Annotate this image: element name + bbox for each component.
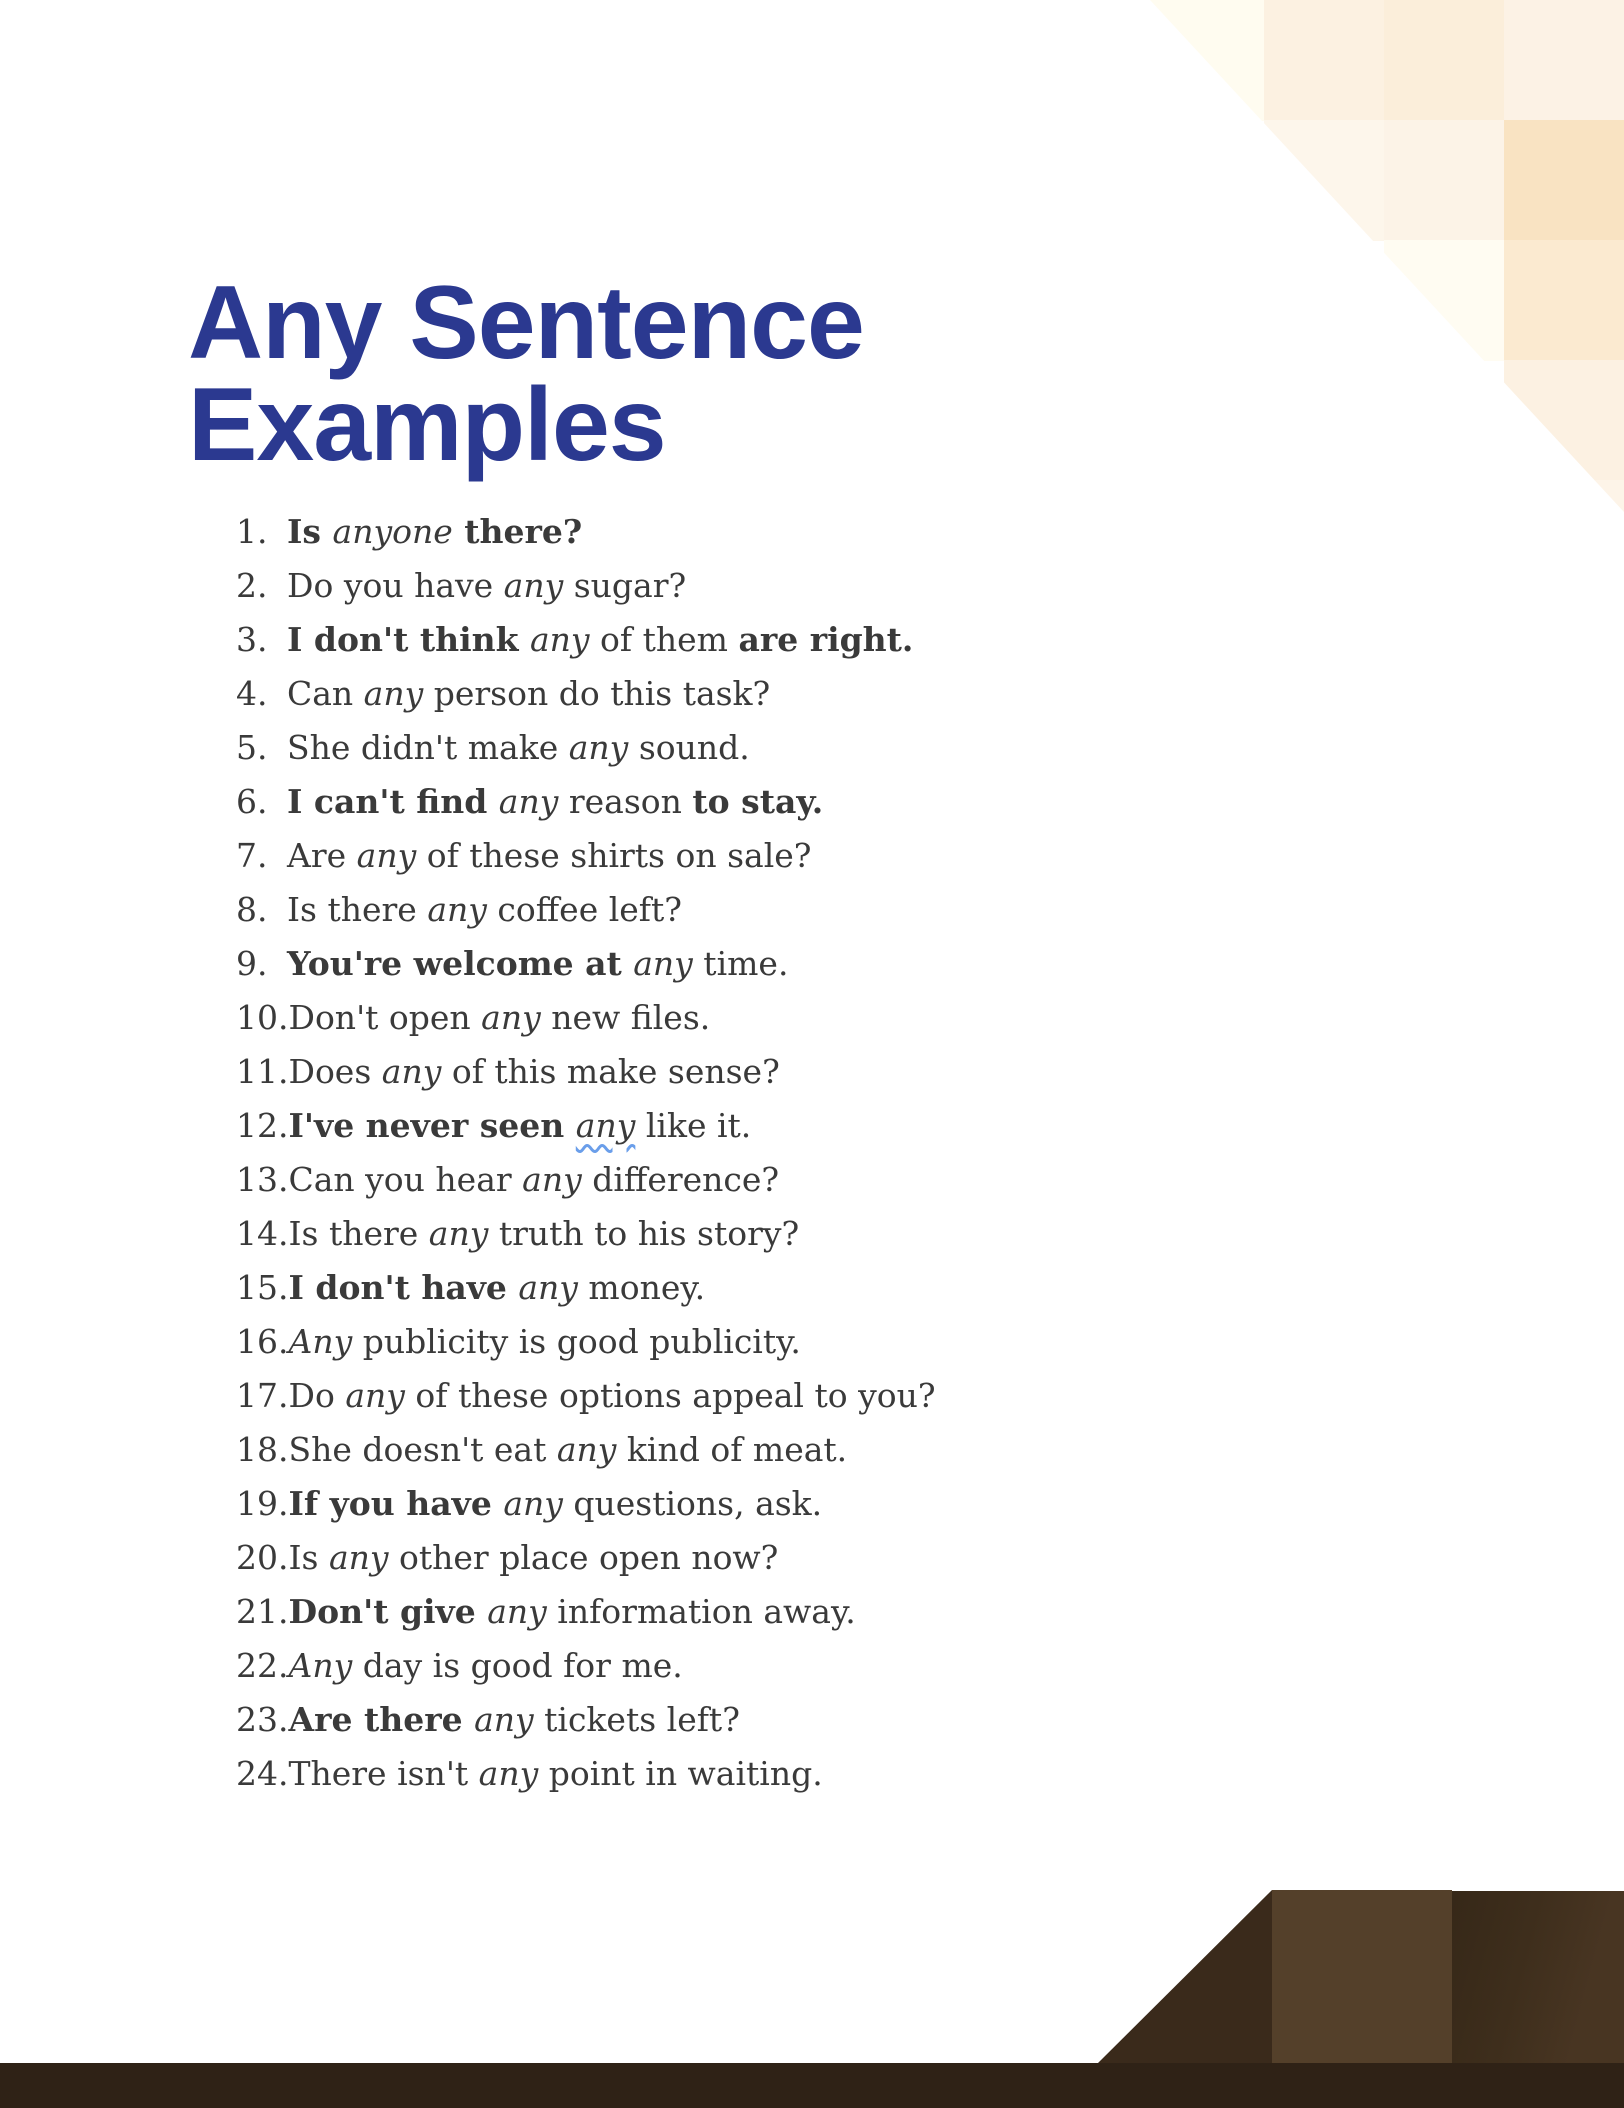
- sentence-segment: I can't find: [287, 782, 499, 821]
- sentence-segment: I don't have: [288, 1268, 519, 1307]
- decor-corner-mosaic: [1144, 0, 1624, 520]
- list-item: [236, 613, 936, 667]
- item-number: 23.: [236, 1700, 289, 1739]
- list-item: [236, 505, 936, 559]
- item-number: 1.: [236, 512, 268, 551]
- sentence-segment: publicity is good publicity.: [352, 1322, 801, 1361]
- list-item: [236, 1369, 936, 1423]
- list-item: [236, 1423, 936, 1477]
- list-item: [236, 883, 936, 937]
- sentence-segment: any: [568, 728, 629, 767]
- sentence-segment: Are there: [288, 1700, 475, 1739]
- sentence-segment: difference?: [581, 1160, 780, 1199]
- sentence-segment: Can you hear: [288, 1160, 523, 1199]
- item-text: [288, 1423, 847, 1477]
- item-number: 19.: [236, 1484, 289, 1523]
- sentence-segment: any: [487, 1592, 547, 1631]
- mosaic-cell: [1504, 240, 1624, 361]
- item-text: [287, 559, 686, 613]
- mosaic-cell: [1264, 120, 1385, 241]
- list-item: [236, 559, 936, 613]
- spellcheck-wavy-underline: any: [575, 1106, 636, 1145]
- mosaic-cell: [1504, 480, 1624, 601]
- item-number: 9.: [236, 944, 268, 983]
- sentence-segment: Don't open: [288, 998, 482, 1037]
- sentence-segment: money.: [577, 1268, 706, 1307]
- mosaic-cell: [1504, 0, 1624, 121]
- mosaic-cell: [1384, 0, 1505, 121]
- item-text: [287, 505, 582, 559]
- decor-bottom-rect: [1272, 1890, 1452, 2063]
- decor-bottom-triangle: [1098, 1890, 1272, 2063]
- list-item: [236, 1531, 936, 1585]
- sentence-segment: If you have: [288, 1484, 504, 1523]
- sentence-segment: point in waiting.: [538, 1754, 823, 1793]
- list-item: [236, 1045, 936, 1099]
- list-item: [236, 829, 936, 883]
- page-title: [188, 265, 864, 483]
- sentence-segment: I don't think: [287, 620, 530, 659]
- sentence-segment: any: [478, 1754, 539, 1793]
- list-item: [236, 667, 936, 721]
- item-number: 11.: [236, 1052, 289, 1091]
- item-text: [288, 1639, 682, 1693]
- item-text: [288, 1207, 799, 1261]
- item-text: [288, 1585, 855, 1639]
- mosaic-cell: [1384, 240, 1505, 361]
- sentence-segment: any: [363, 674, 424, 713]
- item-text: [287, 775, 823, 829]
- sentence-segment: sound.: [628, 728, 750, 767]
- list-item: [236, 1153, 936, 1207]
- decor-bottom-bar: [0, 2063, 1624, 2108]
- page-title-line-1: Any Sentence: [188, 265, 864, 381]
- sentence-segment: day is good for me.: [352, 1646, 683, 1685]
- item-number: 14.: [236, 1214, 289, 1253]
- item-text: [287, 613, 913, 667]
- sentence-segment: Do you have: [287, 566, 504, 605]
- item-number: 3.: [236, 620, 268, 659]
- list-item: [236, 1315, 936, 1369]
- item-number: 18.: [236, 1430, 289, 1469]
- item-text: [288, 991, 710, 1045]
- sentence-segment: There isn't: [288, 1754, 479, 1793]
- sentence-segment: any: [529, 620, 590, 659]
- item-number: 6.: [236, 782, 268, 821]
- item-number: 24.: [236, 1754, 289, 1793]
- sentence-segment: like it.: [635, 1106, 752, 1145]
- item-text: [288, 1153, 779, 1207]
- sentence-segment: any: [427, 890, 487, 929]
- item-text: [288, 1477, 822, 1531]
- item-text: [288, 1693, 739, 1747]
- item-text: [287, 721, 750, 775]
- sentence-segment: any: [633, 944, 693, 983]
- sentence-segment: Don't give: [288, 1592, 488, 1631]
- item-text: [287, 883, 682, 937]
- mosaic-cell: [1144, 0, 1265, 121]
- sentence-segment: any: [481, 998, 541, 1037]
- sentence-segment: any: [503, 1484, 563, 1523]
- item-number: 15.: [236, 1268, 289, 1307]
- sentence-segment: any: [474, 1700, 534, 1739]
- list-item: [236, 1693, 936, 1747]
- item-number: 2.: [236, 566, 268, 605]
- sentence-segment: person do this task?: [423, 674, 771, 713]
- item-text: [288, 1099, 751, 1153]
- sentence-segment: She didn't make: [287, 728, 569, 767]
- sentence-segment: any: [356, 836, 417, 875]
- mosaic-cell: [1264, 0, 1385, 121]
- item-number: 22.: [236, 1646, 289, 1685]
- list-item: [236, 1639, 936, 1693]
- sentence-segment: of this make sense?: [441, 1052, 780, 1091]
- item-text: [287, 829, 811, 883]
- item-number: 4.: [236, 674, 268, 713]
- sentence-segment: any: [498, 782, 559, 821]
- item-number: 21.: [236, 1592, 289, 1631]
- item-text: [288, 1531, 778, 1585]
- sentence-segment: of these shirts on sale?: [416, 836, 812, 875]
- sentence-segment: tickets left?: [533, 1700, 740, 1739]
- sentence-segment: anyone: [332, 512, 453, 551]
- sentence-segment: of them: [589, 620, 739, 659]
- sentence-segment: You're welcome at: [287, 944, 634, 983]
- item-number: 17.: [236, 1376, 289, 1415]
- sentence-list: [236, 505, 936, 1801]
- list-item: [236, 991, 936, 1045]
- sentence-segment: Is there: [287, 890, 428, 929]
- sentence-segment: Is: [287, 512, 333, 551]
- item-number: 5.: [236, 728, 268, 767]
- list-item: [236, 1747, 936, 1801]
- sentence-segment: any: [328, 1538, 389, 1577]
- sentence-segment: any: [522, 1160, 582, 1199]
- sentence-segment: reason: [558, 782, 693, 821]
- list-item: [236, 937, 936, 991]
- sentence-segment: sugar?: [563, 566, 687, 605]
- sentence-segment: other place open now?: [388, 1538, 779, 1577]
- item-number: 13.: [236, 1160, 289, 1199]
- mosaic-cell: [1384, 120, 1505, 241]
- sentence-segment: She doesn't eat: [288, 1430, 557, 1469]
- sentence-segment: any: [428, 1214, 489, 1253]
- list-item: [236, 775, 936, 829]
- mosaic-cell: [1504, 360, 1624, 481]
- sentence-segment: Are: [287, 836, 357, 875]
- sentence-segment: I've never seen: [288, 1106, 576, 1145]
- sentence-segment: Can: [287, 674, 364, 713]
- item-text: [288, 1315, 800, 1369]
- list-item: [236, 1261, 936, 1315]
- item-number: 20.: [236, 1538, 289, 1577]
- sentence-segment: of these options appeal to you?: [404, 1376, 936, 1415]
- sentence-segment: Any: [288, 1646, 353, 1685]
- mosaic-cell: [1504, 120, 1624, 241]
- sentence-segment: Do: [288, 1376, 346, 1415]
- sentence-segment: there?: [452, 512, 583, 551]
- list-item: [236, 1207, 936, 1261]
- sentence-segment: new files.: [540, 998, 711, 1037]
- item-number: 8.: [236, 890, 268, 929]
- item-text: [288, 1045, 779, 1099]
- item-number: 10.: [236, 998, 289, 1037]
- list-item: [236, 1585, 936, 1639]
- item-text: [288, 1369, 935, 1423]
- item-text: [288, 1261, 705, 1315]
- sentence-segment: truth to his story?: [488, 1214, 800, 1253]
- sentence-segment: time.: [692, 944, 789, 983]
- sentence-segment: Is: [288, 1538, 329, 1577]
- item-number: 7.: [236, 836, 268, 875]
- sentence-segment: any: [518, 1268, 578, 1307]
- decor-bottom-fold: [1452, 1891, 1624, 2063]
- list-item: [236, 721, 936, 775]
- page-title-line-2: Examples: [188, 367, 666, 483]
- sentence-segment: any: [556, 1430, 617, 1469]
- sentence-segment: Any: [288, 1322, 353, 1361]
- sentence-segment: any: [503, 566, 564, 605]
- sentence-segment: any: [381, 1052, 442, 1091]
- sentence-segment: Is there: [288, 1214, 429, 1253]
- sentence-segment: to stay.: [692, 782, 824, 821]
- sentence-segment: any: [345, 1376, 405, 1415]
- sentence-segment: are right.: [738, 620, 914, 659]
- list-item: [236, 1099, 936, 1153]
- sentence-segment: coffee left?: [486, 890, 682, 929]
- item-text: [287, 937, 788, 991]
- sentence-segment: Does: [288, 1052, 382, 1091]
- item-text: [287, 667, 770, 721]
- sentence-segment: information away.: [546, 1592, 856, 1631]
- item-number: 16.: [236, 1322, 289, 1361]
- sentence-segment: questions, ask.: [562, 1484, 823, 1523]
- item-number: 12.: [236, 1106, 289, 1145]
- item-text: [288, 1747, 822, 1801]
- sentence-segment: kind of meat.: [616, 1430, 848, 1469]
- list-item: [236, 1477, 936, 1531]
